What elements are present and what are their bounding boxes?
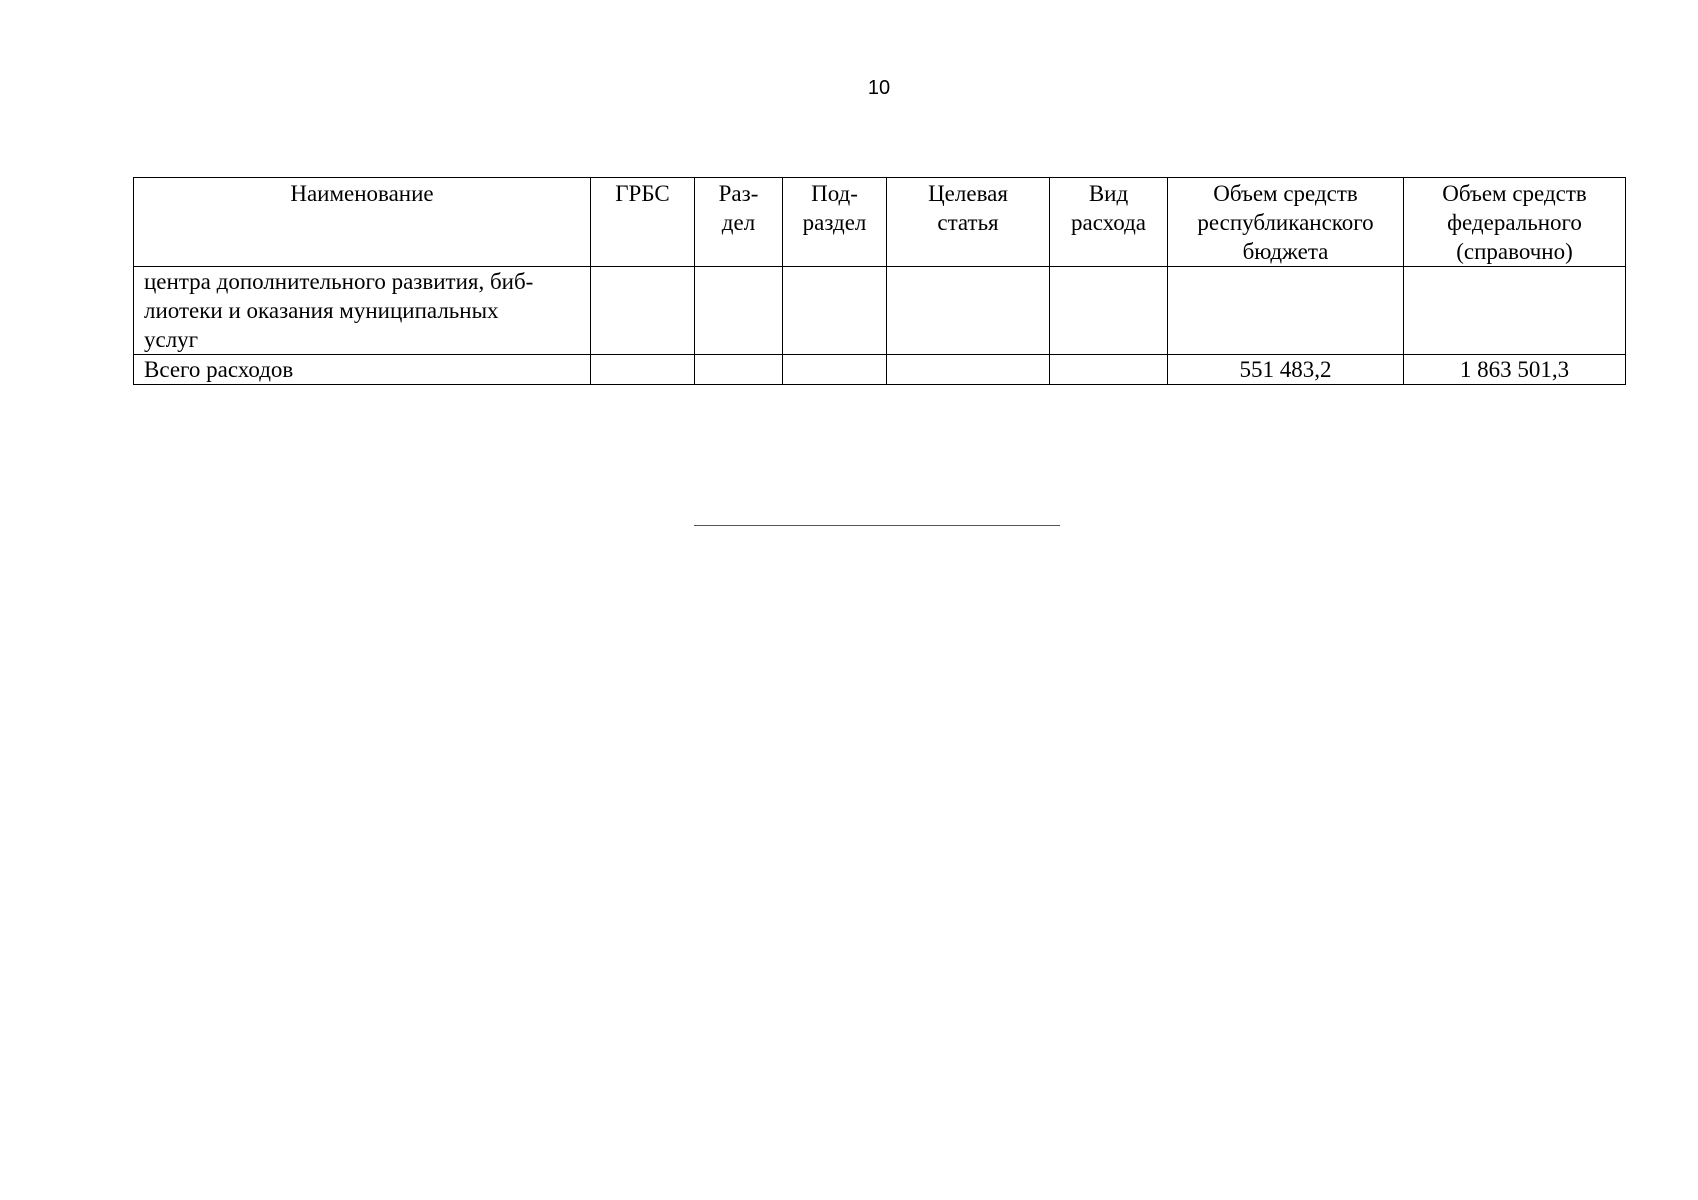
- total-razdel: [695, 355, 783, 385]
- total-federal: 1 863 501,3: [1404, 355, 1626, 385]
- header-expense-type-text: Вид расхода: [1071, 181, 1146, 235]
- table-total-row: [134, 355, 1626, 385]
- header-republican: [1168, 178, 1404, 267]
- header-grbs: ГРБС: [591, 178, 695, 267]
- row-name-text: центра дополнительного развития, биб- лиотеки и оказания муниципальных услуг: [144, 269, 534, 352]
- row-republican: [1168, 267, 1404, 355]
- total-grbs: [591, 355, 695, 385]
- budget-table: [133, 177, 1626, 385]
- page-number: 10: [867, 77, 891, 99]
- header-name: Наименование: [134, 178, 591, 267]
- table-header-row: [134, 178, 1626, 267]
- row-grbs: [591, 267, 695, 355]
- header-razdel: [695, 178, 783, 267]
- header-republican-text: Объем средств республиканского бюджета: [1197, 181, 1374, 264]
- total-expense-type: [1050, 355, 1168, 385]
- row-razdel: [695, 267, 783, 355]
- header-target-text: Целевая статья: [928, 181, 1008, 235]
- header-expense-type: [1050, 178, 1168, 267]
- header-federal: [1404, 178, 1626, 267]
- table-row: [134, 267, 1626, 355]
- row-name: [134, 267, 591, 355]
- header-podrazdel: [783, 178, 887, 267]
- row-podrazdel: [783, 267, 887, 355]
- total-podrazdel: [783, 355, 887, 385]
- total-label: Всего расходов: [134, 355, 591, 385]
- end-separator-line: [694, 525, 1060, 526]
- total-target: [887, 355, 1050, 385]
- row-target: [887, 267, 1050, 355]
- header-target: [887, 178, 1050, 267]
- header-federal-text: Объем средств федерального (справочно): [1442, 181, 1587, 264]
- row-federal: [1404, 267, 1626, 355]
- total-republican: 551 483,2: [1168, 355, 1404, 385]
- header-razdel-text: Раз- дел: [718, 181, 759, 235]
- row-expense-type: [1050, 267, 1168, 355]
- header-podrazdel-text: Под- раздел: [802, 181, 867, 235]
